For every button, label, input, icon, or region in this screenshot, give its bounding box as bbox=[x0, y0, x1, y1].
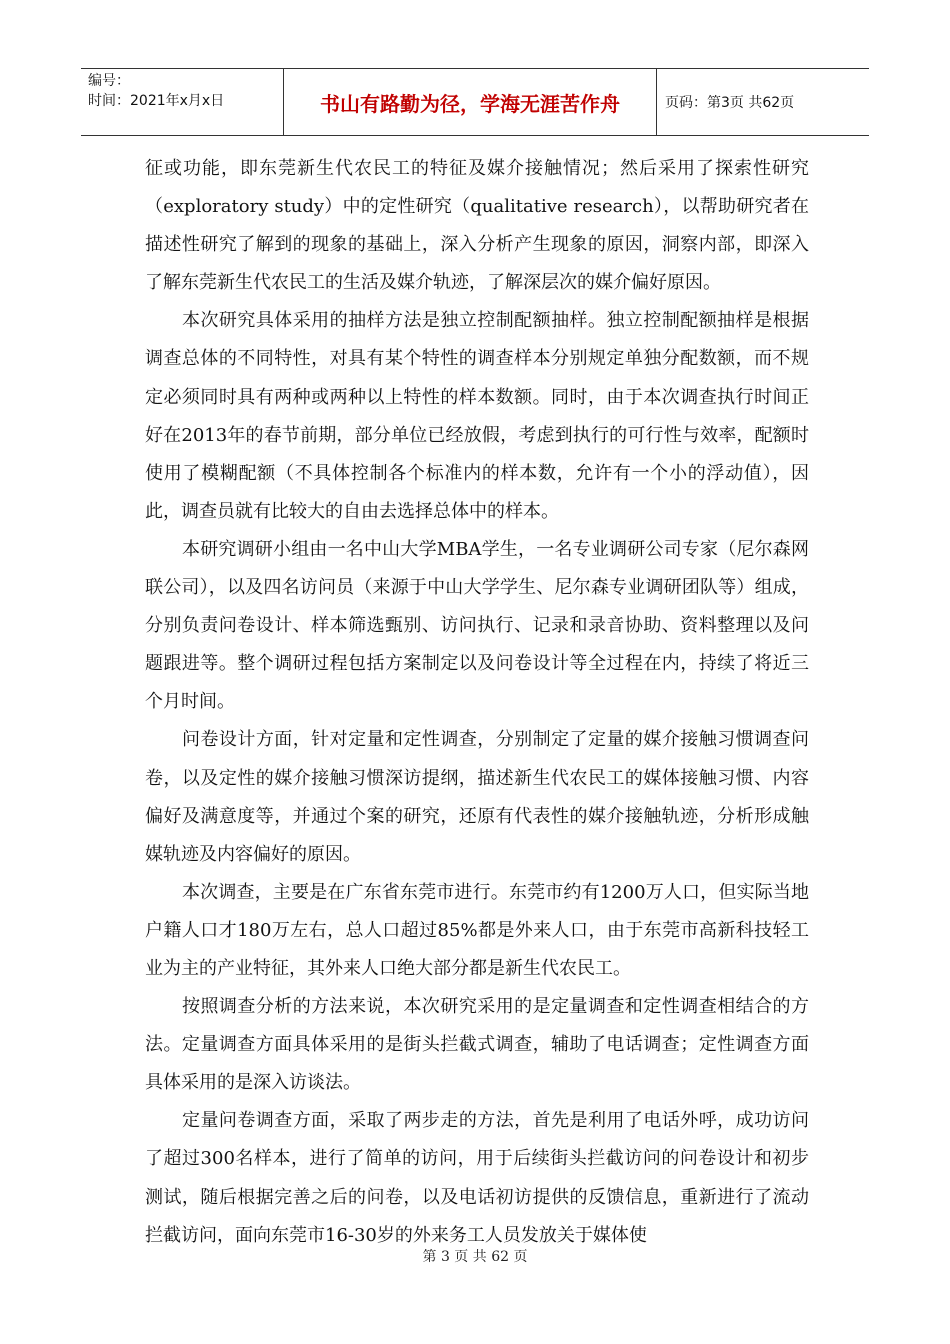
paragraph: 征或功能，即东莞新生代农民工的特征及媒介接触情况；然后采用了探索性研究（exploratory study）中的定性研究（qualitative research），以帮助研究者在描述性研究了解到的现象的基础上，深入分析产生现象的原因，洞察内部，即深入了解东莞新生代农民工的生活及媒介轨迹，了解深层次的媒介偏好原因。 bbox=[145, 158, 809, 294]
doc-number-label: 编号： bbox=[88, 73, 130, 89]
document-header bbox=[81, 68, 869, 136]
header-motto: 书山有路勤为径，学海无涯苦作舟 bbox=[283, 69, 657, 135]
paragraph: 定量问卷调查方面，采取了两步走的方法，首先是利用了电话外呼，成功访问了超过300名样本，进行了简单的访问，用于后续街头拦截访问的问卷设计和初步测试，随后根据完善之后的问卷，以及电话初访提供的反馈信息，重新进行了流动拦截访问，面向东莞市16-30岁的外来务工人员发放关于媒体使 bbox=[145, 1110, 809, 1246]
paragraph: 问卷设计方面，针对定量和定性调查，分别制定了定量的媒介接触习惯调查问卷，以及定性的媒介接触习惯深访提纲，描述新生代农民工的媒体接触习惯、内容偏好及满意度等，并通过个案的研究，还原有代表性的媒介接触轨迹，分析形成触媒轨迹及内容偏好的原因。 bbox=[145, 729, 809, 865]
header-page-info: 页码：第3页 共62页 bbox=[665, 95, 795, 111]
document-body bbox=[145, 150, 809, 1255]
paragraph: 本次调查，主要是在广东省东莞市进行。东莞市约有1200万人口，但实际当地户籍人口才180万左右，总人口超过85%都是外来人口，由于东莞市高新科技轻工业为主的产业特征，其外来人口绝大部分都是新生代农民工。 bbox=[145, 881, 809, 979]
paragraph: 本次研究具体采用的抽样方法是独立控制配额抽样。独立控制配额抽样是根据调查总体的不同特性，对具有某个特性的调查样本分别规定单独分配数额，而不规定必须同时具有两种或两种以上特性的样本数额。同时，由于本次调查执行时间正好在2013年的春节前期，部分单位已经放假，考虑到执行的可行性与效率，配额时使用了模糊配额（不具体控制各个标准内的样本数，允许有一个小的浮动值），因此，调查员就有比较大的自由去选择总体中的样本。 bbox=[145, 310, 809, 522]
doc-time-label: 时间：2021年x月x日 bbox=[88, 93, 225, 109]
paragraph: 本研究调研小组由一名中山大学MBA学生，一名专业调研公司专家（尼尔森网联公司），以及四名访问员（来源于中山大学学生、尼尔森专业调研团队等）组成，分别负责问卷设计、样本筛选甄别、访问执行、记录和录音协助、资料整理以及问题跟进等。整个调研过程包括方案制定以及问卷设计等全过程在内，持续了将近三个月时间。 bbox=[145, 538, 809, 713]
paragraph: 按照调查分析的方法来说，本次研究采用的是定量调查和定性调查相结合的方法。定量调查方面具体采用的是街头拦截式调查，辅助了电话调查；定性调查方面具体采用的是深入访谈法。 bbox=[145, 996, 809, 1094]
header-meta bbox=[81, 69, 283, 135]
page-footer: 第 3 页 共 62 页 bbox=[422, 1249, 528, 1265]
